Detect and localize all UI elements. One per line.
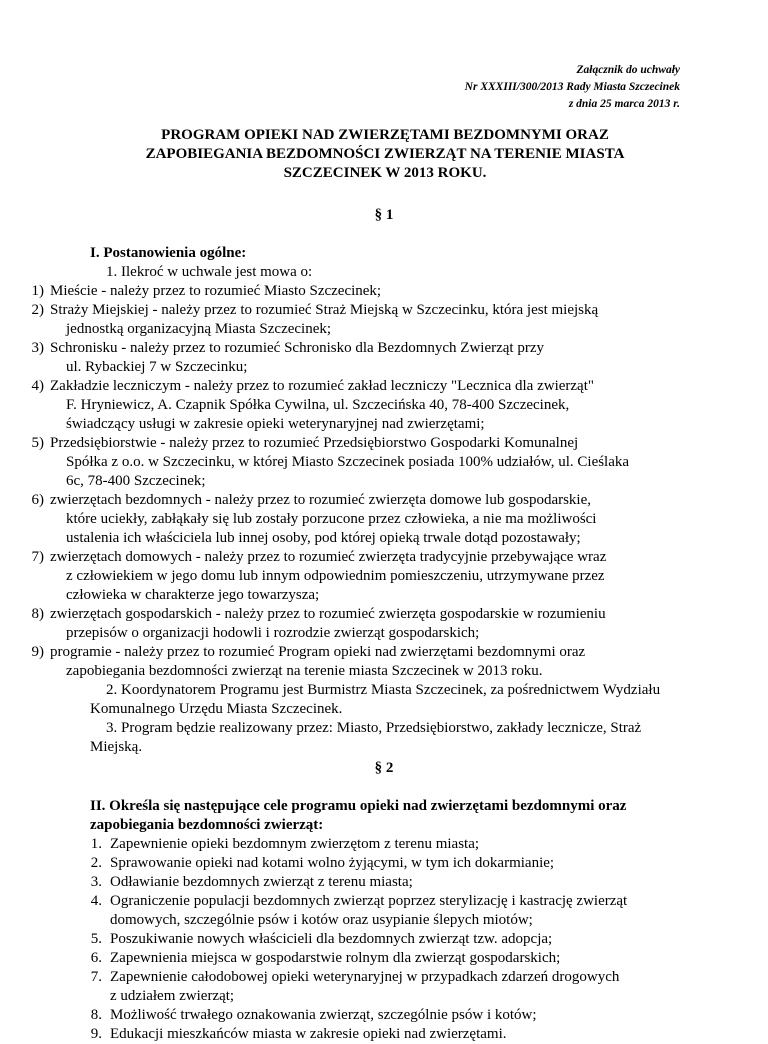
goal-item-text: domowych, szczególnie psów i kotów oraz usypianie ślepych miotów; [110, 912, 533, 928]
goal-item-number: 9. [90, 1026, 102, 1042]
goal-item-number: 8. [90, 1007, 102, 1023]
definition-item-text: zwierzętach domowych - należy przez to rozumieć zwierzęta tradycyjnie przebywające wraz [50, 549, 607, 565]
goal-item-number: 5. [90, 931, 102, 947]
annex-note [465, 62, 680, 113]
goal-item-number: 1. [90, 836, 102, 852]
definition-item-number: 1) [31, 283, 44, 299]
definition-item [0, 282, 768, 301]
goal-item [0, 892, 768, 930]
goals-list [0, 835, 768, 1044]
goal-item-number: 2. [90, 855, 102, 871]
goal-item-number: 7. [90, 969, 102, 985]
section-1-heading: I. Postanowienia ogólne: [90, 245, 247, 261]
document-title [90, 126, 680, 183]
goal-item-text: Zapewnienia miejsca w gospodarstwie rolnym dla zwierząt gospodarskich; [110, 950, 561, 966]
section-1-point-2: 2. Koordynatorem Programu jest Burmistrz Miasta Szczecinek, za pośrednictwem Wydziału Komunalnego Urzędu Miasta Szczecinek. [90, 682, 661, 717]
goal-item-number: 6. [90, 950, 102, 966]
definition-item [0, 377, 768, 434]
definition-item-text: przepisów o organizacji hodowli i rozrodzie zwierząt gospodarskich; [66, 625, 480, 641]
goal-item [0, 854, 768, 873]
section-2-mark: § 2 [374, 760, 394, 776]
definition-item [0, 339, 768, 377]
definition-item-text: zwierzętach bezdomnych - należy przez to rozumieć zwierzęta domowe lub gospodarskie, [50, 492, 592, 508]
definition-item-text: człowieka w charakterze jego towarzysza; [66, 587, 320, 603]
section-1-mark: § 1 [374, 207, 394, 223]
definition-item-number: 3) [31, 340, 44, 356]
goal-item [0, 949, 768, 968]
definition-item-text: Zakładzie leczniczym - należy przez to rozumieć zakład leczniczy "Lecznica dla zwierząt" [50, 378, 594, 394]
definition-item-text: ustalenia ich właściciela lub innej osoby, pod której opieką trwale dotąd pozostawały; [66, 530, 581, 546]
definition-item [0, 548, 768, 605]
definition-item [0, 491, 768, 548]
goal-item-text: Edukacji mieszkańców miasta w zakresie opieki nad zwierzętami. [110, 1026, 507, 1042]
goal-item [0, 1025, 768, 1044]
section-1-point-3: 3. Program będzie realizowany przez: Miasto, Przedsiębiorstwo, zakłady lecznicze, Straż Miejską. [90, 720, 642, 755]
definitions-list [0, 282, 768, 681]
definition-item-text: jednostką organizacyjną Miasta Szczecinek; [66, 321, 332, 337]
goal-item-text: Zapewnienie całodobowej opieki weterynaryjnej w przypadkach zdarzeń drogowych [110, 969, 620, 985]
definition-item-text: Schronisku - należy przez to rozumieć Schronisko dla Bezdomnych Zwierząt przy [50, 340, 544, 356]
definition-item-number: 6) [31, 492, 44, 508]
definition-item-number: 7) [31, 549, 44, 565]
definition-item-text: 6c, 78-400 Szczecinek; [66, 473, 206, 489]
annex-line-2: Nr XXXIII/300/2013 Rady Miasta Szczecinek [464, 81, 680, 93]
definition-item-text: świadczący usługi w zakresie opieki weterynaryjnej nad zwierzętami; [66, 416, 485, 432]
goal-item-text: Sprawowanie opieki nad kotami wolno żyjącymi, w tym ich dokarmianie; [110, 855, 555, 871]
definition-item-text: Przedsiębiorstwie - należy przez to rozumieć Przedsiębiorstwo Gospodarki Komunalnej [50, 435, 579, 451]
definition-item [0, 643, 768, 681]
title-line-3: SZCZECINEK W 2013 ROKU. [283, 165, 487, 181]
goal-item-text: Możliwość trwałego oznakowania zwierząt, szczególnie psów i kotów; [110, 1007, 537, 1023]
goal-item [0, 835, 768, 854]
definition-item-text: które uciekły, zabłąkały się lub zostały porzucone przez człowieka, a nie ma możliwości [66, 511, 597, 527]
definition-item-number: 5) [31, 435, 44, 451]
goal-item [0, 873, 768, 892]
definition-item-text: F. Hryniewicz, A. Czapnik Spółka Cywilna, ul. Szczecińska 40, 78-400 Szczecinek, [66, 397, 570, 413]
goal-item [0, 1006, 768, 1025]
title-line-2: ZAPOBIEGANIA BEZDOMNOŚCI ZWIERZĄT NA TERENIE MIASTA [145, 146, 625, 162]
definition-item-text: zwierzętach gospodarskich - należy przez to rozumieć zwierzęta gospodarskie w rozumieniu [50, 606, 606, 622]
definition-item-text: z człowiekiem w jego domu lub innym odpowiednim pomieszczeniu, utrzymywane przez [66, 568, 605, 584]
definition-item-number: 4) [31, 378, 44, 394]
definition-item [0, 434, 768, 491]
definition-item-number: 2) [31, 302, 44, 318]
annex-line-3: z dnia 25 marca 2013 r. [568, 98, 680, 110]
definition-item-number: 8) [31, 606, 44, 622]
goal-item-text: Ograniczenie populacji bezdomnych zwierząt poprzez sterylizację i kastrację zwierząt [110, 893, 628, 909]
title-line-1: PROGRAM OPIEKI NAD ZWIERZĘTAMI BEZDOMNYMI ORAZ [161, 127, 609, 143]
section-1-intro: 1. Ilekroć w uchwale jest mowa o: [106, 264, 313, 280]
definition-item-text: Straży Miejskiej - należy przez to rozumieć Straż Miejską w Szczecinku, która jest miejską [50, 302, 599, 318]
goal-item-text: z udziałem zwierząt; [110, 988, 235, 1004]
definition-item [0, 301, 768, 339]
goal-item-text: Odławianie bezdomnych zwierząt z terenu miasta; [110, 874, 413, 890]
goal-item-text: Zapewnienie opieki bezdomnym zwierzętom z terenu miasta; [110, 836, 480, 852]
annex-line-1: Załącznik do uchwały [576, 64, 680, 76]
definition-item-text: zapobiegania bezdomności zwierząt na terenie miasta Szczecinek w 2013 roku. [66, 663, 543, 679]
goal-item-number: 3. [90, 874, 102, 890]
goal-item-text: Poszukiwanie nowych właścicieli dla bezdomnych zwierząt tzw. adopcja; [110, 931, 553, 947]
section-1-body [0, 244, 768, 1044]
definition-item-text: Spółka z o.o. w Szczecinku, w której Miasto Szczecinek posiada 100% udziałów, ul. Cieślaka [66, 454, 630, 470]
definition-item-text: ul. Rybackiej 7 w Szczecinku; [66, 359, 248, 375]
definition-item-number: 9) [31, 644, 44, 660]
section-2-heading: II. Określa się następujące cele programu opieki nad zwierzętami bezdomnymi oraz zapobiegania bezdomności zwierząt: [90, 798, 627, 833]
definition-item-text: programie - należy przez to rozumieć Program opieki nad zwierzętami bezdomnymi oraz [50, 644, 586, 660]
goal-item-number: 4. [90, 893, 102, 909]
goal-item [0, 968, 768, 1006]
goal-item [0, 930, 768, 949]
definition-item-text: Mieście - należy przez to rozumieć Miasto Szczecinek; [50, 283, 382, 299]
definition-item [0, 605, 768, 643]
